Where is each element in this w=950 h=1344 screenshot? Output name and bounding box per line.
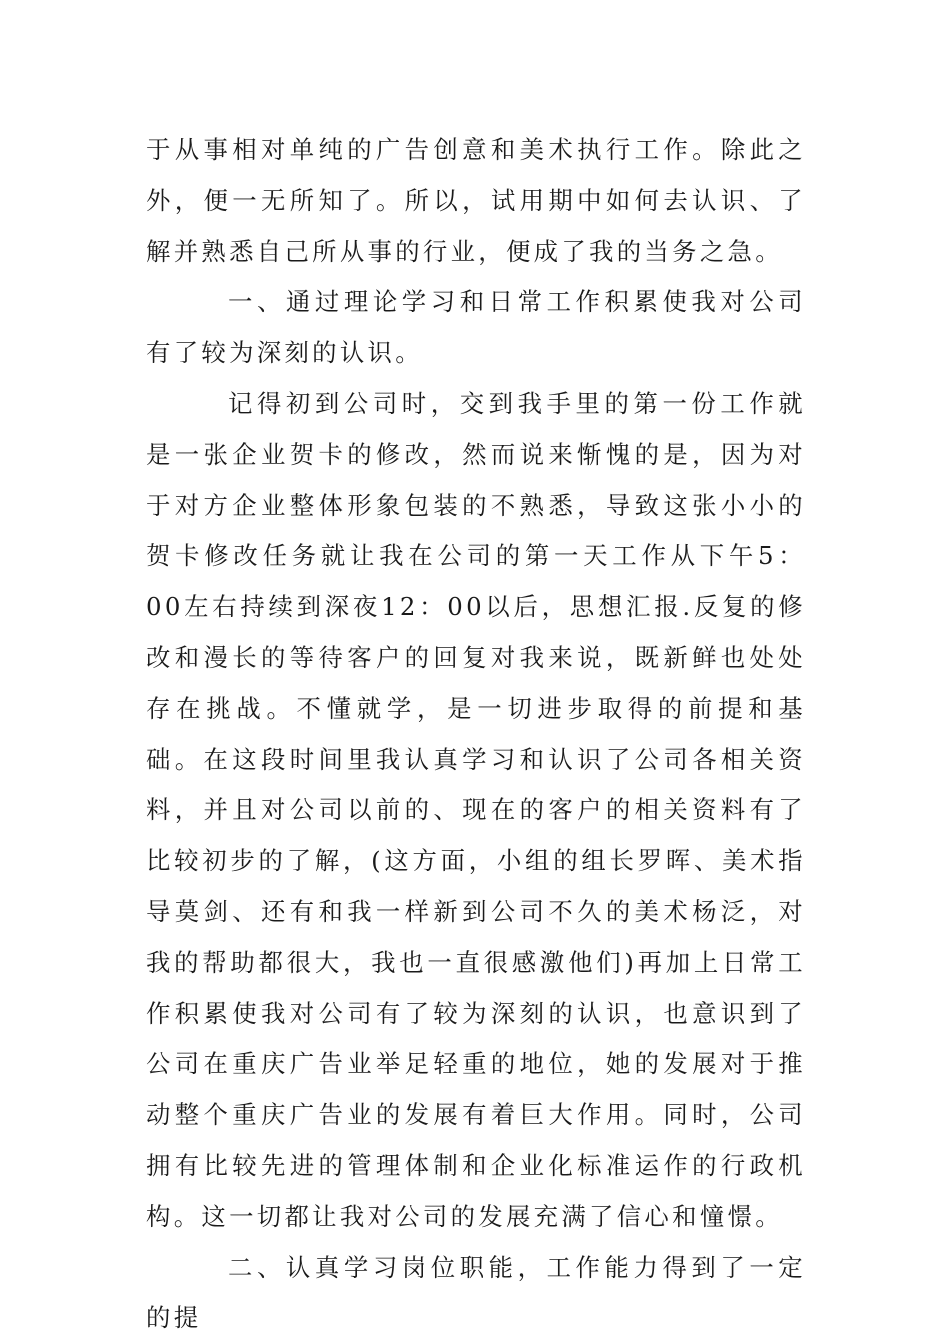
section-heading-two: 二、认真学习岗位职能，工作能力得到了一定的提 [146, 1252, 806, 1333]
document-body [146, 125, 806, 1344]
paragraph-body: 记得初到公司时，交到我手里的第一份工作就是一张企业贺卡的修改，然而说来惭愧的是，因为对于对方企业整体形象包装的不熟悉，导致这张小小的贺卡修改任务就让我在公司的第一天工作从下午5：00左右持续到深夜12：00以后，思想汇报.反复的修改和漫长的等待客户的回复对我来说，既新鲜也处处存在挑战。不懂就学，是一切进步取得的前提和基础。在这段时间里我认真学习和认识了公司各相关资料，并且对公司以前的、现在的客户的相关资料有了比较初步的了解，(这方面，小组的组长罗晖、美术指导莫剑、还有和我一样新到公司不久的美术杨泛，对我的帮助都很大，我也一直很感激他们)再加上日常工作积累使我对公司有了较为深刻的认识，也意识到了公司在重庆广告业举足轻重的地位，她的发展对于推动整个重庆广告业的发展有着巨大作用。同时，公司拥有比较先进的管理体制和企业化标准运作的行政机构。这一切都让我对公司的发展充满了信心和憧憬。 [146, 388, 806, 1231]
paragraph-continuation: 于从事相对单纯的广告创意和美术执行工作。除此之外，便一无所知了。所以，试用期中如何去认识、了解并熟悉自己所从事的行业，便成了我的当务之急。 [146, 135, 806, 266]
section-heading-one: 一、通过理论学习和日常工作积累使我对公司有了较为深刻的认识。 [146, 287, 806, 368]
